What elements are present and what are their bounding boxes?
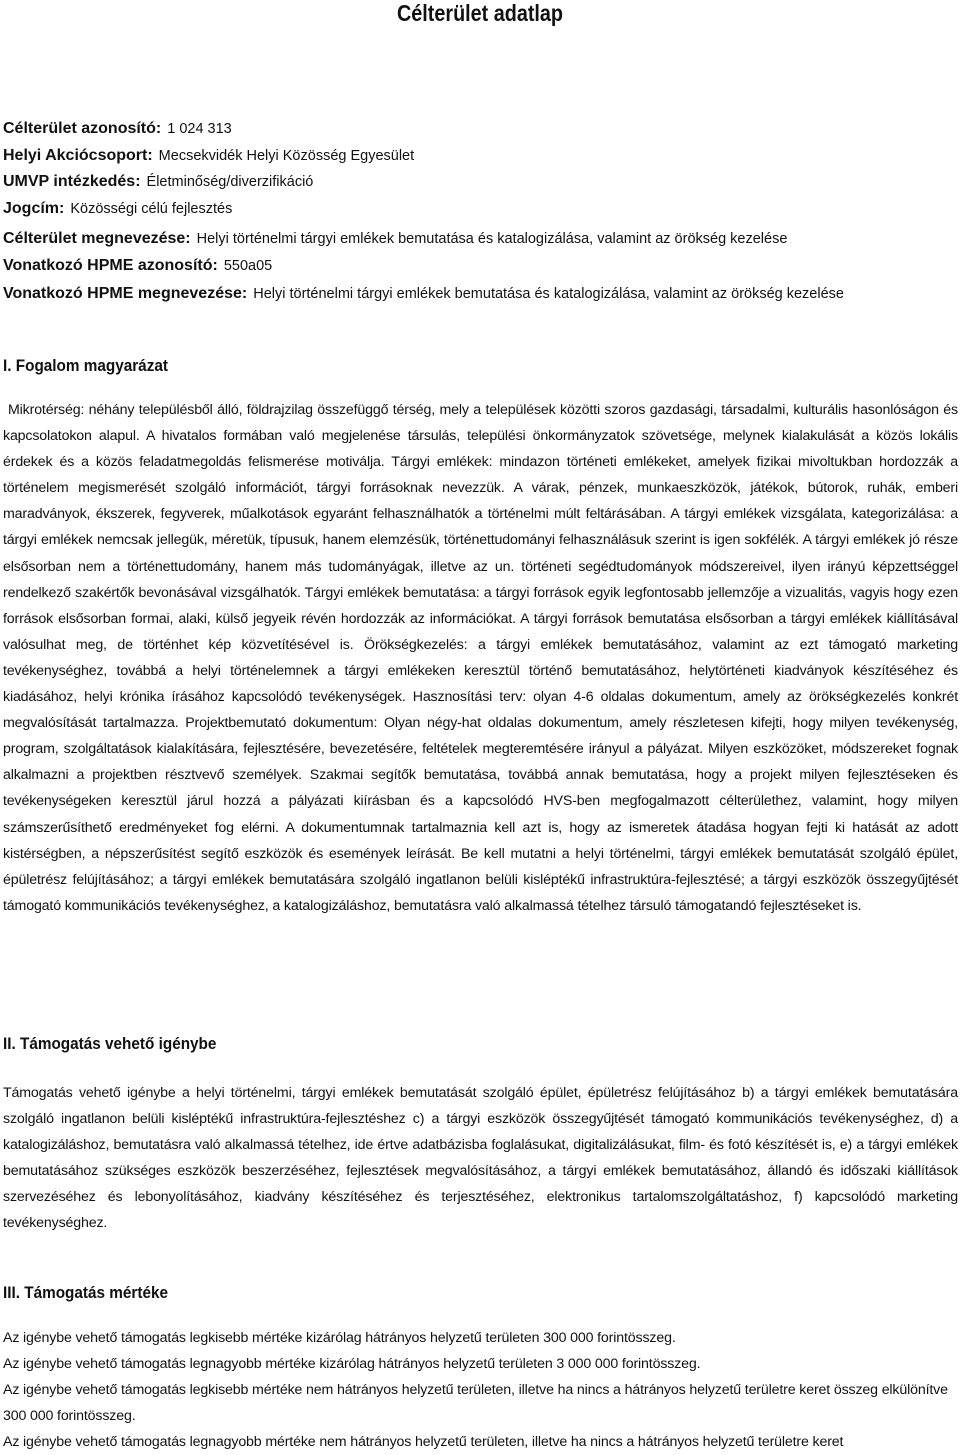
akciocsoport-label: Helyi Akciócsoport: [3,147,153,164]
section-1-heading: I. Fogalom magyarázat [3,356,168,375]
section-2-heading: II. Támogatás vehető igénybe [3,1034,217,1053]
megnevezes-value: Helyi történelmi tárgyi emlékek bemutatása és katalogizálása, valamint az örökség kezelése [196,231,788,247]
meta-row-akciocsoport [3,147,958,165]
azonosito-label: Célterület azonosító: [3,120,162,137]
azonosito-value: 1 024 313 [167,121,232,137]
section-3-line-4: Az igénybe vehető támogatás legnagyobb mértéke nem hátrányos helyzetű területen, illetve ha nincs a hátrányos helyzetű területre keret [3,1434,844,1450]
section-3-line-2: Az igénybe vehető támogatás legnagyobb mértéke kizárólag hátrányos helyzetű területen 3 000 000 forintösszeg. [3,1356,701,1372]
umvp-label: UMVP intézkedés: [3,173,141,190]
section-1-body: Mikrotérség: néhány településből álló, földrajzilag összefüggő térség, mely a települések közötti szoros gazdasági, társadalmi, kulturális hasonlóságon és kapcsolatokon alapul. A hivatalos formában való megjelenése társulás, települési önkormányzatok szövetsége, melynek kialakulását a közös lokális érdekek és a közös feladatmegoldás felismerése motiválja. Tárgyi emlékek: mindazon történeti emlékeket, amelyek fizikai mivoltukban hordozzák a történelem megismerését szolgáló információt, tárgyi forrásoknak nevezzük. A várak, pénzek, munkaeszközök, játékok, bútorok, ruhák, emberi maradványok, ékszerek, fegyverek, műalkotások egyaránt felhasználhatók a történelmi múlt feltárásában. A tárgyi emlékek vizsgálata, kategorizálása: a tárgyi emlékek nemcsak jellegük, méretük, típusuk, hanem elemzésük, történettudományi felhasználásuk szerint is igen sokfélék. A tárgyi emlékek jó része elsősorban nem a történettudomány, hanem más tudományágak, illetve az un. történeti segédtudományok módszereivel, ilyen irányú képzettséggel rendelkező szakértők bevonásával vizsgálhatók. Tárgyi emlékek bemutatása: a tárgyi források egyik legfontosabb jellemzője a vizualitás, vagyis hogy ezen források elsősorban formai, alaki, külső jegyeik révén hordozzák az információkat. A tárgyi források bemutatása elsősorban a tárgyi emlékek kiállításával valósulhat meg, de történhet kép közvetítésével is. Örökségkezelés: a tárgyi emlékek bemutatásához, valamint az ezt támogató marketing tevékenységhez, továbbá a helyi történelemnek a tárgyi emlékeken keresztül történő bemutatásához, helytörténeti kiadványok készítéséhez és kiadásához, helyi krónika írásához kapcsolódó tevékenységek. Hasznosítási terv: olyan 4-6 oldalas dokumentum, amely az örökségkezelés konkrét megvalósítását tartalmazza. Projektbemutató dokumentum: Olyan négy-hat oldalas dokumentum, amely részletesen kifejti, hogy milyen tevékenység, program, szolgáltatások kialakítására, fejlesztésére, bevezetésére, feltételek megteremtésére irányul a pályázat. Milyen eszközöket, módszereket fognak alkalmazni a projektben résztvevő személyek. Szakmai segítők bemutatása, továbbá annak bemutatása, hogy a projekt milyen fejlesztéseken és tevékenységeken keresztül járul hozzá a pályázati kiírásban és a kapcsolódó HVS-ben megfogalmazott célterülethez, valamint, hogy milyen számszerűsíthető eredményeket fog elérni. A dokumentumnak tartalmaznia kell azt is, hogy az ismeretek átadása hogyan fejti ki hatását az adott kistérségben, a népszerűsítést segítő eszközök és események leírását. Be kell mutatni a helyi történelmi, tárgyi emlékek bemutatását szolgáló épület, épületrész felújításához; a tárgyi emlékek bemutatására szolgáló ingatlanon belüli kisléptékű infrastruktúra-fejlesztésé; a tárgyi eszközök összegyűjtését támogató kommunikációs tevékenységhez, a katalogizáláshoz, bemutatásra való alkalmassá tételhez társuló támogatandó fejlesztéseket is. [3,402,958,914]
meta-row-hpme-megnevezes [3,285,958,303]
akciocsoport-value: Mecsekvidék Helyi Közösség Egyesület [158,148,415,164]
section-3-heading: III. Támogatás mértéke [3,1283,168,1302]
hpme-megnevezes-label: Vonatkozó HPME megnevezése: [3,285,248,302]
meta-row-jogcim [3,200,958,218]
hpme-azonosito-label: Vonatkozó HPME azonosító: [3,257,218,274]
jogcim-value: Közösségi célú fejlesztés [70,201,233,217]
umvp-value: Életminőség/diverzifikáció [146,174,314,190]
meta-row-megnevezes [3,230,958,248]
section-3-line-1: Az igénybe vehető támogatás legkisebb mértéke kizárólag hátrányos helyzetű területen 300 000 forintösszeg. [3,1330,676,1346]
section-3-line-3: Az igénybe vehető támogatás legkisebb mértéke nem hátrányos helyzetű területen, illetve ha nincs a hátrányos helyzetű területre keret összeg elkülönítve 300 000 forintösszeg. [3,1382,948,1424]
section-2-body: Támogatás vehető igénybe a helyi történelmi, tárgyi emlékek bemutatását szolgáló épület, épületrész felújításához b) a tárgyi emlékek bemutatására szolgáló ingatlanon belüli kisléptékű infrastruktúra-fejlesztéshez c) a tárgyi eszközök összegyűjtését támogató kommunikációs tevékenységhez, d) a katalogizáláshoz, bemutatásra való alkalmassá tételhez, ide értve adatbázisba foglalásukat, digitalizálásukat, film- és fotó készítését is, e) a tárgyi emlékek bemutatásához szükséges eszközök beszerzéséhez, fejlesztések megvalósításához, a tárgyi emlékek bemutatásához, állandó és időszaki kiállítások szervezéséhez és lebonyolításához, kiadvány készítéséhez és terjesztéséhez, elektronikus tartalomszolgáltatáshoz, f) kapcsolódó marketing tevékenységhez. [3,1085,958,1232]
page-title: Célterület adatlap [397,0,563,26]
jogcim-label: Jogcím: [3,200,65,217]
meta-row-azonosito [3,120,958,138]
hpme-azonosito-value: 550a05 [223,258,273,274]
meta-row-hpme-azonosito [3,257,958,275]
meta-row-umvp [3,173,958,191]
megnevezes-label: Célterület megnevezése: [3,230,191,247]
hpme-megnevezes-value: Helyi történelmi tárgyi emlékek bemutatása és katalogizálása, valamint az örökség kezelése [253,286,844,302]
